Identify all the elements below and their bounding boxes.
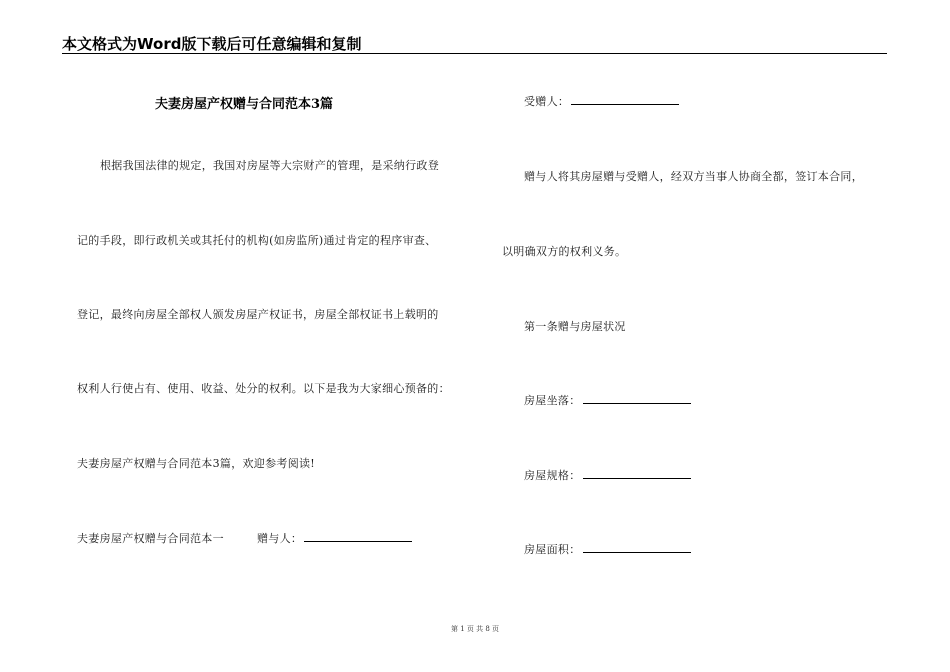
article-one-heading: 第一条赠与房屋状况	[524, 320, 626, 333]
paragraph-line: 登记，最终向房屋全部权人颁发房屋产权证书，房屋全部权证书上载明的	[77, 308, 439, 321]
recipient-label: 受赠人：	[524, 95, 570, 108]
house-spec-label: 房屋规格：	[524, 469, 581, 482]
house-location-blank	[583, 393, 691, 404]
house-spec-field	[524, 467, 691, 483]
house-location-field	[524, 392, 691, 408]
donor-field	[257, 530, 412, 546]
document-title: 夫妻房屋产权赠与合同范本3篇	[155, 97, 334, 112]
header-divider	[62, 53, 887, 54]
paragraph-line: 以明确双方的权利义务。	[502, 245, 627, 258]
house-area-blank	[583, 542, 691, 553]
house-area-field	[524, 541, 691, 557]
paragraph-line: 根据我国法律的规定，我国对房屋等大宗财产的管理，是采纳行政登	[100, 159, 439, 172]
paragraph-line: 夫妻房屋产权赠与合同范本3篇，欢迎参考阅读!	[77, 457, 316, 470]
paragraph-line: 赠与人将其房屋赠与受赠人，经双方当事人协商全都，签订本合同，	[524, 170, 863, 183]
donor-label: 赠与人：	[257, 532, 303, 545]
recipient-field	[524, 93, 679, 109]
document-header-banner: 本文格式为Word版下载后可任意编辑和复制	[62, 35, 362, 53]
recipient-blank	[571, 94, 679, 105]
house-area-label: 房屋面积：	[524, 543, 581, 556]
section-one-heading: 夫妻房屋产权赠与合同范本一	[77, 532, 224, 545]
house-spec-blank	[583, 468, 691, 479]
house-location-label: 房屋坐落：	[524, 394, 581, 407]
paragraph-line: 记的手段，即行政机关或其托付的机构(如房监所)通过肯定的程序审查、	[77, 234, 437, 247]
paragraph-line: 权利人行使占有、使用、收益、处分的权利。以下是我为大家细心预备的：	[77, 382, 450, 395]
page-footer: 第 1 页 共 8 页	[450, 625, 500, 633]
donor-blank	[304, 531, 412, 542]
